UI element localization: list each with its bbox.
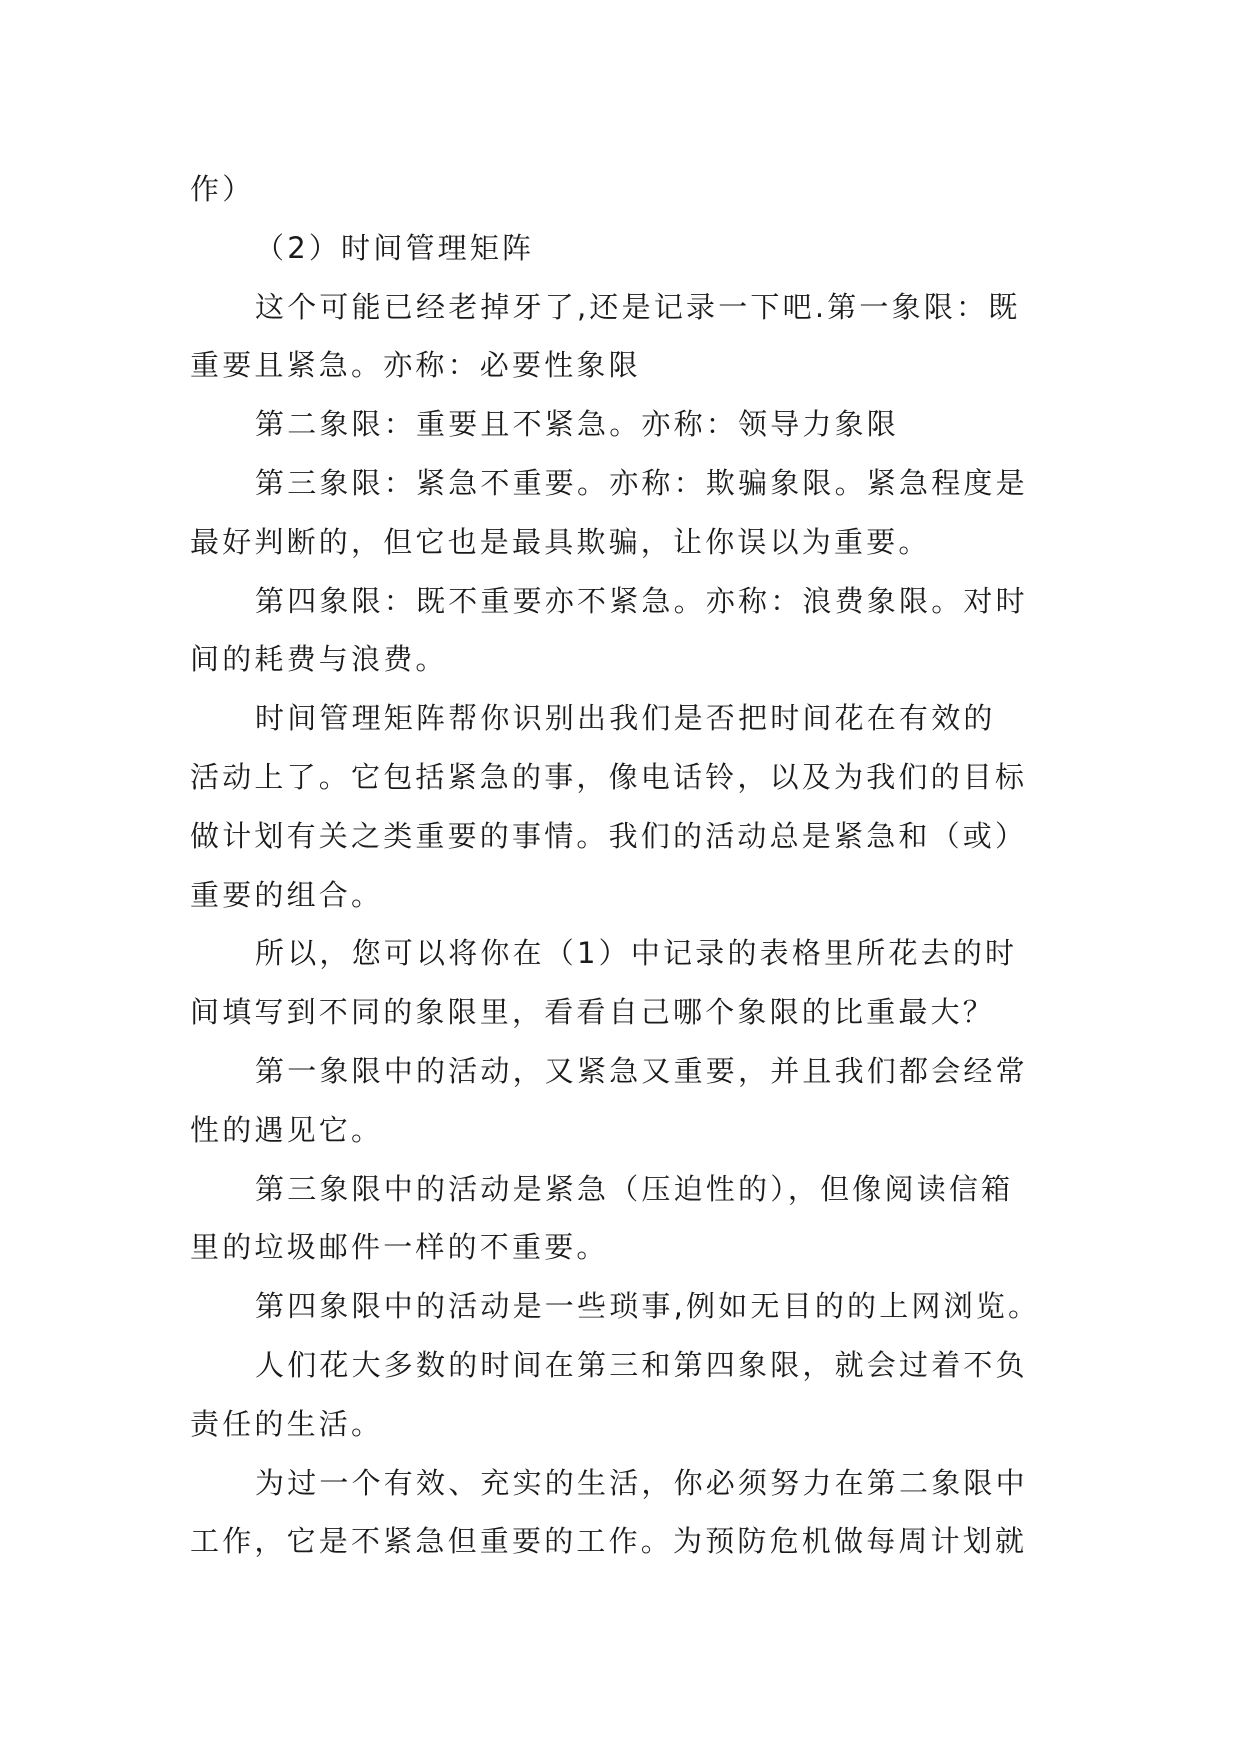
text-line-16: 第一象限中的活动，又紧急又重要，并且我们都会经常 [255, 1053, 1028, 1088]
text-line-6: 第三象限：紧急不重要。亦称：欺骗象限。紧急程度是 [255, 465, 1028, 500]
text-line-17: 性的遇见它。 [190, 1112, 384, 1147]
text-line-24: 工作，它是不紧急但重要的工作。为预防危机做每周计划就 [190, 1524, 1028, 1559]
text-line-10: 时间管理矩阵帮你识别出我们是否把时间花在有效的 [255, 701, 996, 736]
document-body [190, 160, 1056, 1571]
text-line-1: 作） [190, 172, 255, 206]
text-line-20: 第四象限中的活动是一些琐事,例如无目的的上网浏览。 [255, 1289, 1041, 1324]
text-line-3: 这个可能已经老掉牙了,还是记录一下吧.第一象限：既 [255, 289, 1021, 324]
text-line-15: 间填写到不同的象限里，看看自己哪个象限的比重最大？ [190, 995, 996, 1030]
text-line-5: 第二象限：重要且不紧急。亦称：领导力象限 [255, 407, 900, 442]
section-heading-time-matrix: （2）时间管理矩阵 [255, 230, 535, 265]
text-line-4: 重要且紧急。亦称：必要性象限 [190, 348, 641, 383]
text-line-14: 所以，您可以将你在（1）中记录的表格里所花去的时 [255, 936, 1018, 971]
text-line-19: 里的垃圾邮件一样的不重要。 [190, 1230, 609, 1265]
text-line-7: 最好判断的，但它也是最具欺骗，让你误以为重要。 [190, 524, 931, 559]
text-line-8: 第四象限：既不重要亦不紧急。亦称：浪费象限。对时 [255, 583, 1028, 618]
text-line-21: 人们花大多数的时间在第三和第四象限，就会过着不负 [255, 1347, 1028, 1382]
text-line-13: 重要的组合。 [190, 877, 384, 912]
text-line-12: 做计划有关之类重要的事情。我们的活动总是紧急和（或） [190, 818, 1028, 853]
text-line-22: 责任的生活。 [190, 1406, 384, 1441]
text-line-11: 活动上了。它包括紧急的事，像电话铃，以及为我们的目标 [190, 759, 1028, 794]
text-line-9: 间的耗费与浪费。 [190, 642, 448, 677]
text-line-23: 为过一个有效、充实的生活，你必须努力在第二象限中 [255, 1465, 1028, 1500]
text-line-18: 第三象限中的活动是紧急（压迫性的），但像阅读信箱 [255, 1171, 1014, 1206]
